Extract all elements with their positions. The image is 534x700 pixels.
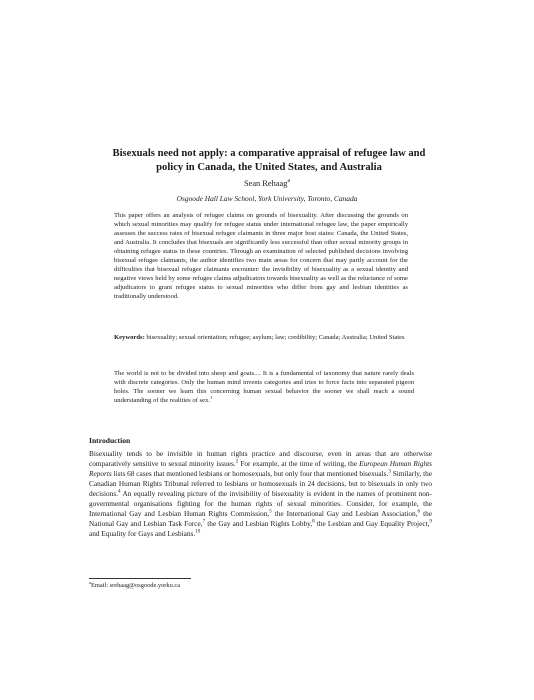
footnote-ref: 4 [117,488,121,495]
intro-text: the National Gay and Lesbian Task Force, [89,509,432,529]
author-email: Email: srehaag@osgoode.yorku.ca [90,582,181,589]
intro-text: the International Gay and Lesbian Association, [271,509,418,519]
epigraph-note: 1 [209,394,213,400]
paper-title: Bisexuals need not apply: a comparative appraisal of refugee law and policy in Canada, the United States, and Australia [112,148,426,173]
introduction-paragraph [89,449,432,539]
footnote-ref: 7 [202,518,206,525]
epigraph-text: The world is not to be divided into sheep and goats.... It is a fundamental of taxonomy that nature rarely deals with discrete categories. Only the human mind invents categories and tries to force facts into separated pigeon holes. The sooner we learn this concerning human sexual behavior the sooner we shall reach a sound understanding of the realities of sex. [114,370,414,404]
intro-text: the Lesbian and Gay Equality Project, [314,519,430,529]
intro-text: and Equality for Gays and Lesbians. [89,529,196,539]
author-affiliation: Osgoode Hall Law School, York University, Toronto, Canada [176,194,358,203]
intro-text: An equally revealing picture of the invisibility of bisexuality is evident in the names of prominent non-governmental organisations fighting for the human rights of sexual minorities. Consider, for example, the International Gay and Lesbian Human Rights Commission, [89,489,432,519]
footnote-ref: 5 [269,508,272,515]
author-name: Sean Rehaag [243,179,288,188]
intro-text: Similarly, the Canadian Human Rights Tribunal referred to lesbians or homosexuals in 24 decisions, but to bisexuals in only two decisions. [89,469,432,499]
epigraph [114,370,414,406]
intro-text: For example, at the time of writing, the [238,459,360,469]
paper-author [0,178,534,189]
intro-text: the Gay and Lesbian Rights Lobby, [205,519,313,529]
footnote-mark: a [89,579,91,585]
footnote-ref: 6 [417,508,421,515]
journal-name: European Human Rights Reports [89,459,433,479]
section-heading: Introduction [89,436,131,445]
abstract: This paper offers an analysis of refugee claims on grounds of bisexuality. After discussing the grounds on which sexual minorities may qualify for refugee status under international refugee law, the paper empirically assesses the success rates of bisexual refugee claimants in three major host states: Canada, the United States, and Australia. It concludes that bisexuals are significantly less successful than other sexual minority groups in obtaining refugee status in these countries. Through an examination of selected published decisions involving bisexual refugee claimants, the author identifies two main areas for concern that may partly account for the difficulties that bisexual refugee claimants encounter: the invisibility of bisexuality as a sexual identity and negative views held by some refugee claims adjudicators towards bisexuality as well as the reluctance of some adjudicators to grant refugee status to sexual minorities who differ from gay and lesbian identities as traditionally understood. [114,212,408,300]
footnote-ref: 3 [388,468,391,475]
intro-text: lists 68 cases that mentioned lesbians or homosexuals, but only four that mentioned bisexuals. [111,469,389,479]
footnote-ref: 8 [312,518,315,525]
footnote-ref: 2 [235,458,239,465]
keywords [114,334,408,343]
intro-text: Bisexuality tends to be invisible in human rights practice and discourse, even in areas that are otherwise comparatively sensitive to sexual minority issues. [89,449,432,469]
author-footnote-mark: a [287,178,291,185]
footnote [89,579,181,591]
keywords-list: bisexuality; sexual orientation; refugee; asylum; law; credibility; Canada; Australia; United States [146,334,405,341]
footnote-divider [89,578,191,579]
keywords-label: Keywords: [114,334,145,341]
footnote-ref: 9 [429,518,432,525]
footnote-ref: 10 [195,528,201,535]
